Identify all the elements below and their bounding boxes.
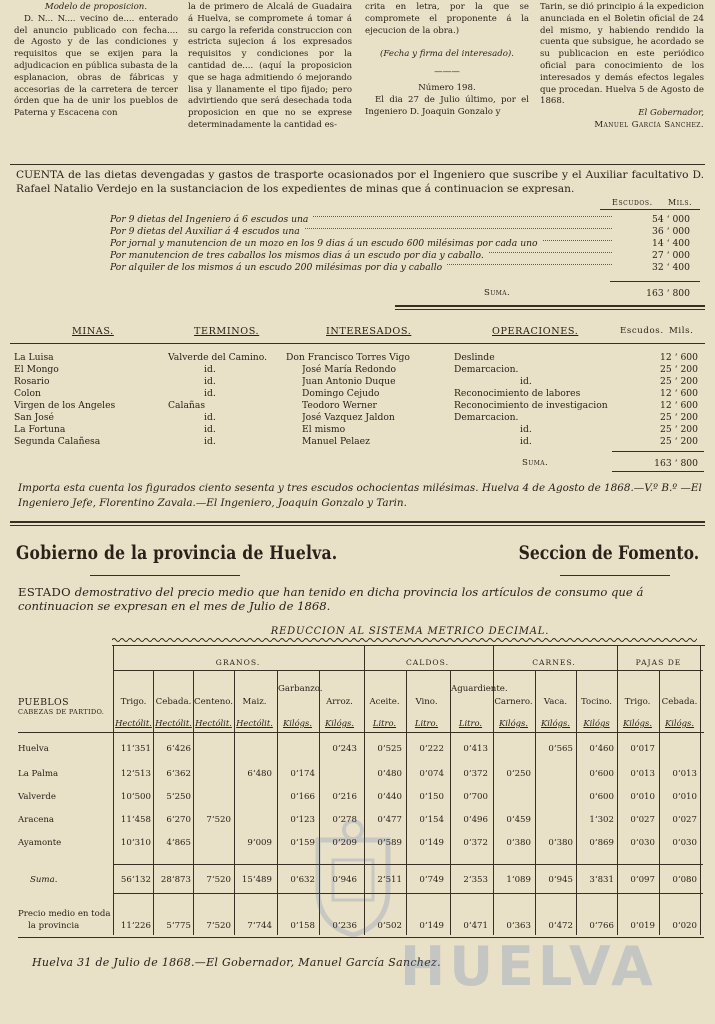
gobierno-heading: Gobierno de la provincia de Huelva. <box>16 542 338 564</box>
column-header: Arroz. <box>326 697 353 707</box>
price-cell: 0‘600 <box>589 769 614 779</box>
column-1-title: Modelo de proposicion. <box>44 2 148 12</box>
medio-cell: 0‘149 <box>419 921 444 931</box>
price-cell: 0‘243 <box>332 744 357 754</box>
price-cell: 0‘700 <box>463 792 488 802</box>
table-row <box>14 364 704 376</box>
medio-label-2: la provincia <box>28 921 80 931</box>
mina-interesado: Domingo Cejudo <box>302 388 380 399</box>
column-header: Vaca. <box>543 697 568 707</box>
price-cell: 5‘250 <box>166 792 191 802</box>
column-unit: Kilógs. <box>325 718 354 728</box>
column-header: Trigo. <box>120 697 147 707</box>
suma-cell: 0‘946 <box>332 875 357 885</box>
medio-cell: 0‘502 <box>377 921 402 931</box>
price-cell: 10‘500 <box>120 792 151 802</box>
column-divider <box>659 670 660 935</box>
medio-cell: 0‘019 <box>630 921 655 931</box>
price-cell: 9‘009 <box>247 838 272 848</box>
cuenta-lines <box>110 214 700 274</box>
mina-name: San José <box>14 412 54 423</box>
table-row <box>14 424 704 436</box>
mina-termino: id. <box>204 424 216 435</box>
column-divider <box>234 670 235 935</box>
price-cell: 0‘027 <box>672 815 697 825</box>
mina-importe: 25 ‘ 200 <box>660 436 698 447</box>
suma-cell: 2‘353 <box>463 875 488 885</box>
suma-cell: 0‘749 <box>419 875 444 885</box>
pueblo-name: Aracena <box>18 815 54 825</box>
price-cell: 0‘565 <box>548 744 573 754</box>
cuenta-header-rule <box>600 209 700 210</box>
price-cell: 0‘159 <box>290 838 315 848</box>
cuenta-line-amount: 32 ‘ 400 <box>652 262 690 273</box>
pueblo-name: La Palma <box>18 769 59 779</box>
column-divider <box>193 670 194 935</box>
mina-termino: Valverde del Camino. <box>168 352 268 363</box>
mina-importe: 25 ‘ 200 <box>660 412 698 423</box>
column-unit: Hectólit. <box>236 718 273 728</box>
table-row <box>14 436 704 448</box>
price-cell: 11‘351 <box>120 744 151 754</box>
column-unit: Kilógs <box>583 718 610 728</box>
top-columns <box>14 2 704 162</box>
mina-termino: id. <box>204 412 216 423</box>
cuenta-line <box>110 250 700 262</box>
mina-interesado: Teodoro Werner <box>302 400 377 411</box>
group-header-caldos: CALDOS. <box>406 658 449 667</box>
price-cell: 0‘480 <box>377 769 402 779</box>
price-cell: 0‘013 <box>630 769 655 779</box>
column-unit: Kilógs. <box>499 718 528 728</box>
mina-operacion: Reconocimiento de investigacion <box>454 400 608 411</box>
price-cell: 0‘166 <box>290 792 315 802</box>
price-cell: 0‘154 <box>419 815 444 825</box>
column-header: Garbanzo. <box>278 684 323 694</box>
price-cell: 0‘380 <box>506 838 531 848</box>
mina-operacion: id. <box>520 424 532 435</box>
mina-termino: id. <box>204 388 216 399</box>
cuenta-double-rule-2 <box>395 309 705 310</box>
column-divider <box>576 670 577 935</box>
mina-operacion: Demarcacion. <box>454 412 519 423</box>
mina-interesado: Juan Antonio Duque <box>302 376 396 387</box>
watermark-text: HUELVA <box>400 935 657 998</box>
cuenta-line <box>110 226 700 238</box>
importa-text: Importa esta cuenta los figurados ciento sesenta y tres escudos ochocientas milésimas. Huelva 4 de Agosto de 1868.—V.º B.º —El Ingeniero Jefe, Florentino Zavala.—El Ingeniero, Joaquin Gonzalo y Tarin. <box>18 482 702 509</box>
table-row <box>14 400 704 412</box>
col-minas: MINAS. <box>72 326 114 337</box>
col-mils: Mils. <box>669 326 694 336</box>
coat-of-arms-watermark <box>308 820 398 940</box>
group-header-pajas: PAJAS DE <box>635 658 682 667</box>
section-rule <box>10 521 705 523</box>
mina-name: Colon <box>14 388 41 399</box>
medio-cell: 11‘226 <box>120 921 151 931</box>
price-cell: 0‘216 <box>332 792 357 802</box>
column-divider <box>113 645 114 935</box>
price-cell: 0‘013 <box>672 769 697 779</box>
medio-cell: 0‘020 <box>672 921 697 931</box>
column-unit: Litro. <box>414 718 439 728</box>
price-cell: 6‘270 <box>166 815 191 825</box>
column-header: Aguardiente. <box>451 684 508 694</box>
column-4 <box>540 2 704 132</box>
suma-cell: 2‘511 <box>377 875 402 885</box>
medio-cell: 0‘472 <box>548 921 573 931</box>
price-cell: 0‘413 <box>463 744 488 754</box>
column-unit: Kilógs. <box>283 718 312 728</box>
cuenta-line-amount: 36 ‘ 000 <box>652 226 690 237</box>
mina-importe: 25 ‘ 200 <box>660 364 698 375</box>
column-2-body: la de primero de Alcalá de Guadaira á Huelva, se compromete á tomar á su cargo la referida construccion con estricta sujecion á los expresados requisitos y condiciones por la cantidad de.... (aquí la proposicion que se haga admitiendo ó mejorando lisa y llanamente el tipo fijado; pero advirtiendo que será desechada toda proposicion en que no se exprese determinadamente la cantidad es- <box>188 2 352 130</box>
cuenta-suma-label: Suma. <box>484 288 511 298</box>
reduccion-heading: REDUCCION AL SISTEMA METRICO DECIMAL. <box>270 626 550 637</box>
mina-termino: id. <box>204 436 216 447</box>
column-unit: Hectólit. <box>195 718 232 728</box>
column-unit: Litro. <box>458 718 483 728</box>
mina-name: Virgen de los Angeles <box>14 400 116 411</box>
mina-name: El Mongo <box>14 364 59 375</box>
mina-termino: id. <box>204 364 216 375</box>
column-3-numero: Número 198. <box>418 82 476 93</box>
cuenta-line-text: Por manutencion de tres caballos los mismos dias á un escudo por dia y caballo. <box>110 250 488 261</box>
price-cell: 10‘310 <box>120 838 151 848</box>
price-cell: 6‘426 <box>166 744 191 754</box>
suma-cell: 0‘080 <box>672 875 697 885</box>
price-cell: 7‘520 <box>206 815 231 825</box>
mina-interesado: José María Redondo <box>302 364 396 375</box>
price-cell: 0‘440 <box>377 792 402 802</box>
price-cell: 0‘477 <box>377 815 402 825</box>
price-cell: 0‘222 <box>419 744 444 754</box>
suma-cell: 3‘831 <box>589 875 614 885</box>
medio-cell: 0‘766 <box>589 921 614 931</box>
price-cell: 0‘030 <box>672 838 697 848</box>
cuenta-col-mils: Mils. <box>668 198 693 207</box>
footer-signature: Huelva 31 de Julio de 1868.—El Gobernador, Manuel García Sanchez. <box>32 956 441 969</box>
price-cell: 0‘372 <box>463 769 488 779</box>
table-row <box>14 376 704 388</box>
estado-title <box>18 585 704 613</box>
price-cell: 1‘302 <box>589 815 614 825</box>
mina-operacion: Demarcacion. <box>454 364 519 375</box>
cuenta-title: CUENTA de las dietas devengadas y gastos de trasporte ocasionados por el Ingeniero que suscribe y el Auxiliar facultativo D. Rafael Natalio Verdejo en la sustanciacion de los expedientes de minas que á continuacion se expresan. <box>16 169 704 195</box>
column-header: Cebada. <box>155 697 192 707</box>
column-3-body: crita en letra, por la que se compromete el proponente á la ejecucion de la obra.) <box>365 2 529 36</box>
medio-cell: 0‘158 <box>290 921 315 931</box>
column-unit: Kilógs. <box>665 718 694 728</box>
col-interesados: INTERESADOS. <box>326 326 412 337</box>
column-1 <box>14 2 178 120</box>
column-header: Centeno. <box>194 697 234 707</box>
minas-sum-rule <box>612 451 704 452</box>
price-table-header-rule <box>18 732 704 733</box>
mina-operacion: Reconocimiento de labores <box>454 388 581 399</box>
column-unit: Litro. <box>372 718 397 728</box>
column-divider <box>153 670 154 935</box>
mina-name: Rosario <box>14 376 50 387</box>
column-divider <box>277 670 278 935</box>
suma-cell: 56‘132 <box>120 875 151 885</box>
mina-importe: 25 ‘ 200 <box>660 376 698 387</box>
medio-cell: 5‘775 <box>166 921 191 931</box>
price-medio-rule <box>113 893 703 894</box>
price-cell: 0‘017 <box>630 744 655 754</box>
cuenta-line-text: Por alquiler de los mismos á un escudo 200 milésimas por dia y caballo <box>110 262 446 273</box>
suma-cell: 7‘520 <box>206 875 231 885</box>
column-unit: Kilógs. <box>623 718 652 728</box>
col-escudos: Escudos. <box>620 326 664 336</box>
suma-cell: 0‘945 <box>548 875 573 885</box>
pueblos-subtitle: CABEZAS DE PARTIDO. <box>18 708 105 716</box>
price-cell: 0‘459 <box>506 815 531 825</box>
column-unit: Hectólit. <box>155 718 192 728</box>
price-cell: 0‘589 <box>377 838 402 848</box>
column-3-separator: ——— <box>434 67 460 78</box>
cuenta-line-amount: 27 ‘ 000 <box>652 250 690 261</box>
pueblo-name: Ayamonte <box>18 838 62 848</box>
section-rule-2 <box>10 525 705 526</box>
price-cell: 0‘250 <box>506 769 531 779</box>
cuenta-line <box>110 214 700 226</box>
mina-interesado: El mismo <box>302 424 346 435</box>
price-cell: 0‘030 <box>630 838 655 848</box>
price-cell: 0‘150 <box>419 792 444 802</box>
medio-cell: 0‘363 <box>506 921 531 931</box>
column-divider <box>450 670 451 935</box>
ornament-left <box>90 575 240 580</box>
minas-sum-rule-2 <box>612 471 704 472</box>
medio-cell: 7‘520 <box>206 921 231 931</box>
medio-cell: 0‘236 <box>332 921 357 931</box>
price-cell: 0‘380 <box>548 838 573 848</box>
column-header: Cebada. <box>661 697 698 707</box>
column-unit: Hectólit. <box>115 718 152 728</box>
group-header-carnes: CARNES. <box>532 658 576 667</box>
price-table-group-rule <box>113 670 703 671</box>
column-divider <box>406 670 407 935</box>
table-row <box>14 412 704 424</box>
mina-importe: 25 ‘ 200 <box>660 424 698 435</box>
col-operaciones: OPERACIONES. <box>492 326 579 337</box>
mina-termino: Calañas <box>168 400 206 411</box>
minas-suma-value: 163 ‘ 800 <box>654 458 698 469</box>
price-cell: 0‘123 <box>290 815 315 825</box>
cuenta-line <box>110 262 700 274</box>
medio-cell: 7‘744 <box>247 921 272 931</box>
column-2 <box>188 2 352 132</box>
column-1-body: D. N... N.... vecino de.... enterado del anuncio publicado con fecha.... de Agosto y de las condiciones y requisitos que se exijen para la adjudicacion en pública subasta de la esplanacion, obras de fábricas y accesorias de la carretera de tercer órden que ha de unir los pueblos de Paterna y Escacena con <box>14 13 178 119</box>
pueblo-name: Valverde <box>18 792 56 802</box>
price-cell: 0‘869 <box>589 838 614 848</box>
column-3-body-2: El dia 27 de Julio último, por el Ingeniero D. Joaquin Gonzalo y <box>365 94 529 117</box>
price-cell: 0‘174 <box>290 769 315 779</box>
pueblo-name: Huelva <box>18 744 49 754</box>
mina-termino: id. <box>204 376 216 387</box>
column-4-cargo: El Gobernador, <box>638 108 704 119</box>
price-cell: 6‘480 <box>247 769 272 779</box>
mina-name: La Luisa <box>14 352 54 363</box>
price-cell: 0‘525 <box>377 744 402 754</box>
cuenta-line-text: Por jornal y manutencion de un mozo en los 9 dias á un escudo 600 milésimas por cada uno <box>110 238 542 249</box>
mina-importe: 12 ‘ 600 <box>660 352 698 363</box>
cuenta-col-escudos: Escudos. <box>612 198 653 207</box>
column-divider <box>535 670 536 935</box>
table-row <box>14 388 704 400</box>
suma-cell: 28‘873 <box>160 875 191 885</box>
price-cell: 0‘600 <box>589 792 614 802</box>
column-divider <box>700 645 701 935</box>
price-cell: 0‘496 <box>463 815 488 825</box>
price-cell: 11‘458 <box>120 815 151 825</box>
cuenta-line <box>110 238 700 250</box>
cuenta-line-text: Por 9 dietas del Ingeniero á 6 escudos una <box>110 214 312 225</box>
column-header: Vino. <box>415 697 438 707</box>
col-terminos: TERMINOS. <box>194 326 260 337</box>
pueblos-title: PUEBLOS <box>18 697 69 708</box>
suma-cell: 15‘489 <box>241 875 272 885</box>
column-4-firma: Manuel García Sanchez. <box>594 119 704 130</box>
column-3 <box>365 2 529 118</box>
column-3-signature: (Fecha y firma del interesado). <box>380 49 514 60</box>
minas-header <box>14 326 704 340</box>
minas-suma-label: Suma. <box>522 458 549 468</box>
cuenta-sum-rule <box>610 281 700 282</box>
mina-operacion: Deslinde <box>454 352 495 363</box>
price-cell: 0‘372 <box>463 838 488 848</box>
mina-operacion: id. <box>520 436 532 447</box>
mina-interesado: Don Francisco Torres Vigo <box>286 352 410 363</box>
mina-name: La Fortuna <box>14 424 66 435</box>
group-header-granos: GRANOS. <box>215 658 261 667</box>
divider <box>10 164 705 165</box>
mina-interesado: Manuel Pelaez <box>302 436 370 447</box>
cuenta-double-rule <box>395 305 705 307</box>
price-cell: 0‘074 <box>419 769 444 779</box>
column-4-body: Tarin, se dió principio á la expedicion anunciada en el Boletin oficial de 24 del mismo, y habiendo rendido la cuenta que subsigue, he acordado se su publicacion en este periódico oficial para conocimiento de los interesados y demás efectos legales que procedan. Huelva 5 de Agosto de 1868. <box>540 2 704 107</box>
cuenta-line-amount: 14 ‘ 400 <box>652 238 690 249</box>
column-header: Tocino. <box>580 697 613 707</box>
mina-name: Segunda Calañesa <box>14 436 101 447</box>
price-cell: 4‘865 <box>166 838 191 848</box>
cuenta-line-text: Por 9 dietas del Auxiliar á 4 escudos una <box>110 226 304 237</box>
ornament-right <box>560 575 670 580</box>
suma-label: Suma. <box>30 875 58 885</box>
price-suma-rule <box>113 864 703 865</box>
estado-lead: ESTADO <box>18 585 72 599</box>
price-cell: 0‘278 <box>332 815 357 825</box>
suma-cell: 0‘097 <box>630 875 655 885</box>
price-cell: 0‘209 <box>332 838 357 848</box>
price-cell: 6‘362 <box>166 769 191 779</box>
mina-operacion: id. <box>520 376 532 387</box>
estado-text: demostrativo del precio medio que han tenido en dicha provincia los artículos de consumo que á continuacion se expresan en el mes de Julio de 1868. <box>18 585 644 613</box>
table-row <box>14 352 704 364</box>
ornament-line <box>112 637 697 643</box>
medio-cell: 0‘471 <box>463 921 488 931</box>
mina-importe: 12 ‘ 600 <box>660 400 698 411</box>
suma-cell: 0‘632 <box>290 875 315 885</box>
column-divider <box>617 645 618 935</box>
ornament-svg <box>112 637 697 643</box>
price-cell: 0‘010 <box>672 792 697 802</box>
cuenta-suma-value: 163 ‘ 800 <box>646 288 690 299</box>
column-header: Maiz. <box>242 697 267 707</box>
suma-cell: 1‘089 <box>506 875 531 885</box>
price-cell: 12‘513 <box>120 769 151 779</box>
minas-header-rule <box>10 343 705 344</box>
price-cell: 0‘460 <box>589 744 614 754</box>
pueblos-label <box>18 697 116 716</box>
column-unit: Kilógs. <box>541 718 570 728</box>
fomento-heading: Seccion de Fomento. <box>518 542 699 564</box>
price-cell: 0‘010 <box>630 792 655 802</box>
mina-interesado: José Vazquez Jaldon <box>302 412 395 423</box>
price-cell: 0‘027 <box>630 815 655 825</box>
cuenta-line-amount: 54 ‘ 000 <box>652 214 690 225</box>
column-header: Carnero. <box>494 697 533 707</box>
column-header: Aceite. <box>369 697 400 707</box>
price-cell: 0‘149 <box>419 838 444 848</box>
column-header: Trigo. <box>624 697 651 707</box>
medio-label-1: Precio medio en toda <box>18 909 111 919</box>
mina-importe: 12 ‘ 600 <box>660 388 698 399</box>
